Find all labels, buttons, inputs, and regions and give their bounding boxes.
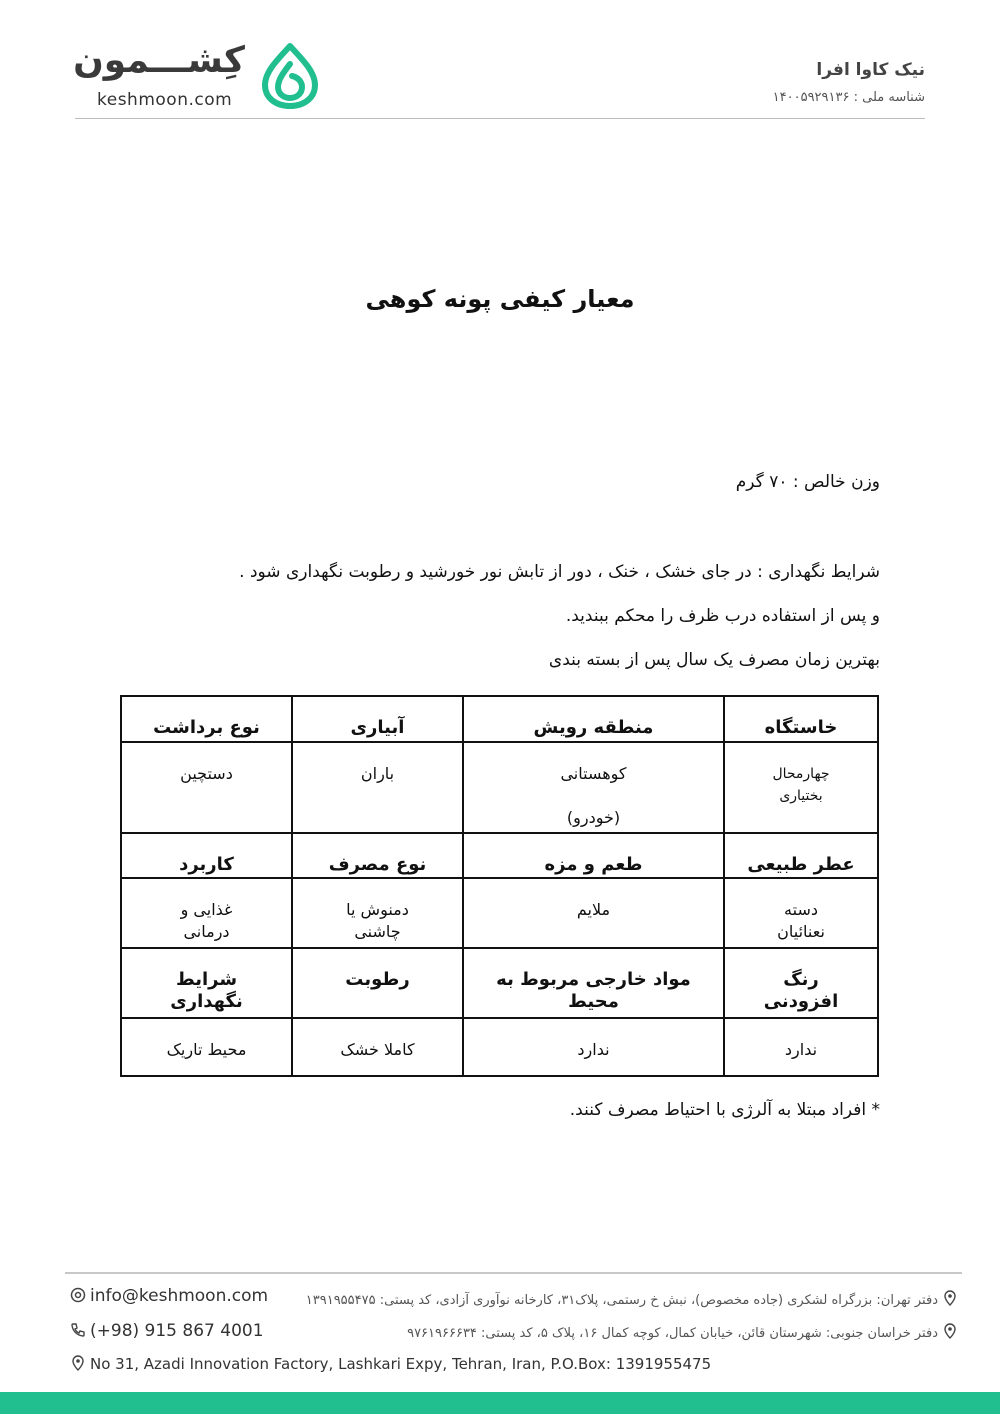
table-header-cell: رطوبت <box>292 948 463 1018</box>
table-header-cell: منطقه رویش <box>463 696 724 742</box>
footer-address-en <box>66 1355 711 1373</box>
table-header-cell: شرایط نگهداری <box>121 948 292 1018</box>
logo-domain: keshmoon.com <box>97 90 233 110</box>
table-cell: کاملا خشک <box>292 1018 463 1076</box>
footer-address-khorasan <box>407 1323 962 1341</box>
table-header-cell: مواد خارجی مربوط به محیط <box>463 948 724 1018</box>
table-header-cell: طعم و مزه <box>463 833 724 878</box>
company-info <box>773 60 925 105</box>
footer-email[interactable] <box>66 1286 268 1306</box>
table-cell: محیط تاریک <box>121 1018 292 1076</box>
page-header <box>75 30 925 118</box>
table-header-cell: نوع مصرف <box>292 833 463 878</box>
table-cell: دستچین <box>121 742 292 833</box>
table-header-cell: خاستگاه <box>724 696 878 742</box>
national-id: شناسه ملی : ۱۴۰۰۵۹۲۹۱۳۶ <box>772 90 925 105</box>
table-cell: ندارد <box>463 1018 724 1076</box>
footer-address-tehran <box>306 1290 962 1308</box>
allergy-note: * افراد مبتلا به آلرژی با احتیاط مصرف کنند. <box>569 1100 880 1120</box>
table-cell: دسته نعنائیان <box>724 878 878 948</box>
table-row <box>121 833 878 878</box>
table-cell: کوهستانی (خودرو) <box>463 742 724 833</box>
table-row <box>121 1018 878 1076</box>
company-name: نیک کاوا افرا <box>816 60 925 80</box>
location-pin-icon <box>70 1355 86 1371</box>
table-header-cell: رنگ افزودنی <box>724 948 878 1018</box>
table-header-cell: کاربرد <box>121 833 292 878</box>
logo-wordmark: کِشـــمون <box>73 40 245 81</box>
footer-divider <box>65 1272 962 1274</box>
location-pin-icon <box>942 1323 958 1339</box>
phone-text: (+98) 915 867 4001 <box>90 1321 264 1341</box>
table-header-cell: عطر طبیعی <box>724 833 878 878</box>
header-divider <box>75 118 925 119</box>
location-pin-icon <box>942 1290 958 1306</box>
bottom-brand-bar <box>0 1392 1000 1414</box>
table-cell: ملایم <box>463 878 724 948</box>
table-row <box>121 742 878 833</box>
quality-spec-table <box>120 695 879 1077</box>
table-cell: دمنوش یا چاشنی <box>292 878 463 948</box>
storage-conditions-line-1: شرایط نگهداری : در جای خشک ، خنک ، دور از تابش نور خورشید و رطوبت نگهداری شود . <box>239 562 880 582</box>
storage-conditions-line-2: و پس از استفاده درب ظرف را محکم ببندید. <box>565 606 880 626</box>
best-before-line: بهترین زمان مصرف یک سال پس از بسته بندی <box>548 650 880 670</box>
document-title: معیار کیفی پونه کوهی <box>365 285 635 313</box>
brand-logo[interactable] <box>73 38 335 118</box>
net-weight: وزن خالص : ۷۰ گرم <box>735 472 880 492</box>
drop-logo-icon <box>255 40 325 110</box>
table-row <box>121 948 878 1018</box>
table-header-cell: آبیاری <box>292 696 463 742</box>
footer-phone[interactable] <box>66 1321 264 1341</box>
address-khorasan-text: دفتر خراسان جنوبی: شهرستان قائن، خیابان کمال، کوچه کمال ۱۶، پلاک ۵، کد پستی: ۹۷۶۱۹۶۶۶۳۴ <box>407 1326 938 1341</box>
phone-icon <box>70 1322 86 1338</box>
address-tehran-text: دفتر تهران: بزرگراه لشکری (جاده مخصوص)، نبش خ رستمی، پلاک۳۱، کارخانه نوآوری آزادی، کد پستی: ۱۳۹۱۹۵۵۴۷۵ <box>305 1293 938 1308</box>
table-cell: باران <box>292 742 463 833</box>
address-en-text: No 31, Azadi Innovation Factory, Lashkari Expy, Tehran, Iran, P.O.Box: 1391955475 <box>90 1355 712 1373</box>
table-header-cell: نوع برداشت <box>121 696 292 742</box>
table-row <box>121 696 878 742</box>
email-text: info@keshmoon.com <box>90 1286 269 1306</box>
table-cell: غذایی و درمانی <box>121 878 292 948</box>
table-row <box>121 878 878 948</box>
table-cell: ندارد <box>724 1018 878 1076</box>
at-icon <box>70 1287 86 1303</box>
table-cell: چهارمحال بختیاری <box>724 742 878 833</box>
